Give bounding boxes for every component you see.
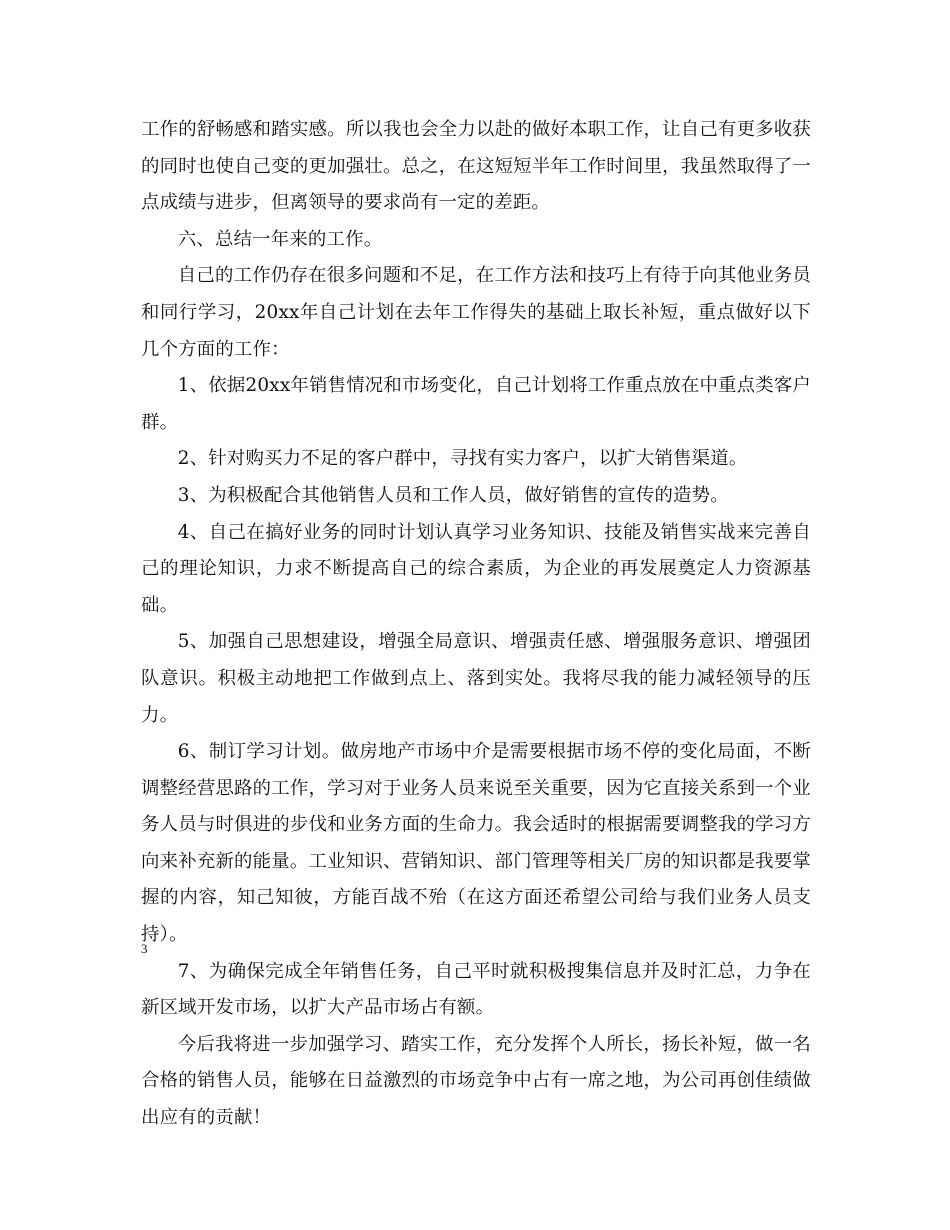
closing-paragraph: 今后我将进一步加强学习、踏实工作，充分发挥个人所长，扬长补短，做一名合格的销售人员，能够在日益激烈的市场竞争中占有一席之地，为公司再创佳绩做出应有的贡献！ [141, 1033, 811, 1129]
section-heading-six: 六、总结一年来的工作。 [177, 228, 383, 250]
page-number: 3 [141, 941, 148, 956]
list-item-7: 7、为确保完成全年销售任务，自己平时就积极搜集信息并及时汇总，力争在新区域开发市场，以扩大产品市场占有额。 [141, 960, 811, 1019]
document-body [141, 112, 811, 1137]
list-item-4: 4、自己在搞好业务的同时计划认真学习业务知识、技能及销售实战来完善自己的理论知识，力求不断提高自己的综合素质，为企业的再发展奠定人力资源基础。 [141, 521, 811, 616]
list-item-5: 5、加强自己思想建设，增强全局意识、增强责任感、增强服务意识、增强团队意识。积极主动地把工作做到点上、落到实处。我将尽我的能力减轻领导的压力。 [141, 631, 811, 726]
paragraph-intro: 自己的工作仍存在很多问题和不足，在工作方法和技巧上有待于向其他业务员和同行学习，20xx年自己计划在去年工作得失的基础上取长补短，重点做好以下几个方面的工作： [141, 265, 811, 360]
list-item-2: 2、针对购买力不足的客户群中，寻找有实力客户，以扩大销售渠道。 [177, 448, 748, 470]
list-item-1: 1、依据20xx年销售情况和市场变化，自己计划将工作重点放在中重点类客户群。 [141, 375, 811, 433]
list-item-3: 3、为积极配合其他销售人员和工作人员，做好销售的宣传的造势。 [177, 484, 729, 506]
list-item-6: 6、制订学习计划。做房地产市场中介是需要根据市场不停的变化局面，不断调整经营思路的工作，学习对于业务人员来说至关重要，因为它直接关系到一个业务人员与时俱进的步伐和业务方面的生命力。我会适时的根据需要调整我的学习方向来补充新的能量。工业知识、营销知识、部门管理等相关厂房的知识都是我要掌握的内容，知己知彼，方能百战不殆（在这方面还希望公司给与我们业务人员支持）。 [141, 741, 811, 946]
paragraph-continuation: 工作的舒畅感和踏实感。所以我也会全力以赴的做好本职工作，让自己有更多收获的同时也使自己变的更加强壮。总之，在这短短半年工作时间里，我虽然取得了一点成绩与进步，但离领导的要求尚有一定的差距。 [141, 119, 811, 214]
